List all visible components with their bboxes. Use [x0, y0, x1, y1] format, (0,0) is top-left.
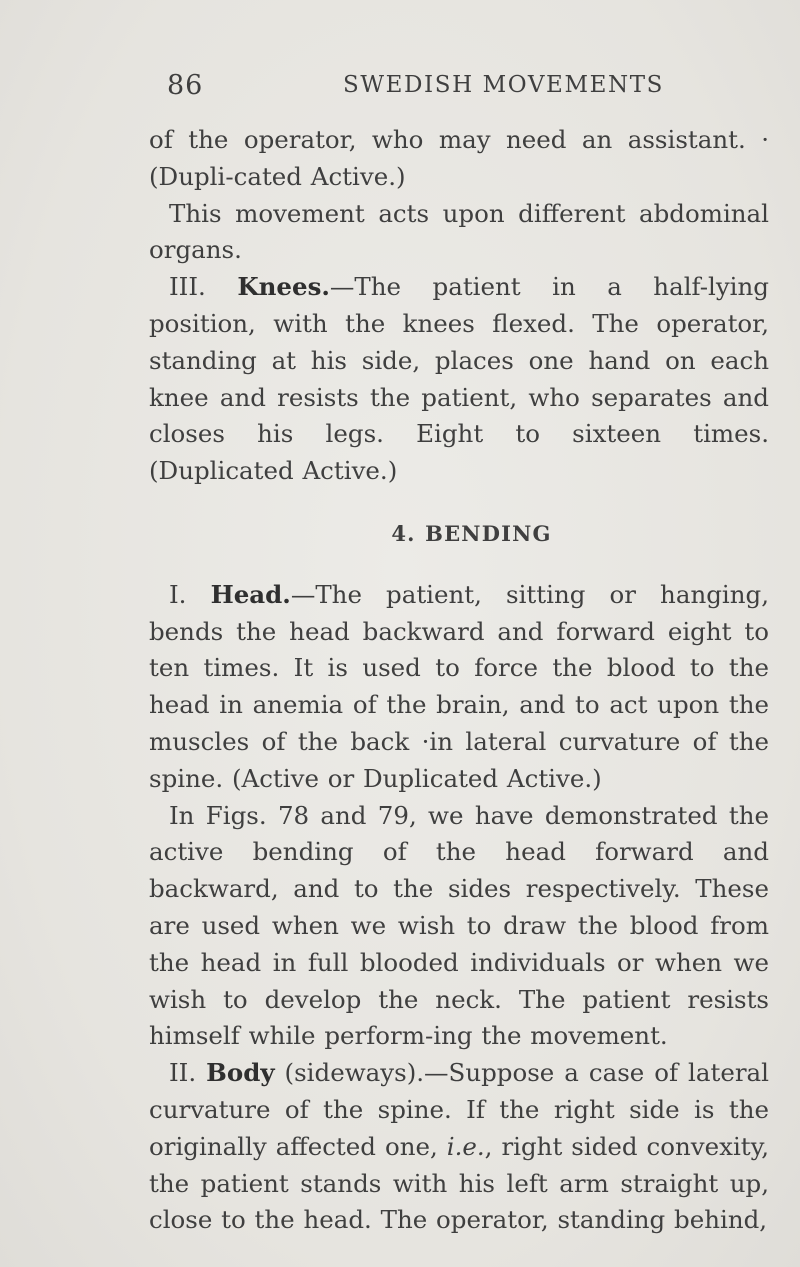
item-term: Knees. — [237, 272, 330, 302]
item-description: —The patient in a half-lying position, with the knees flexed. The operator, standing at his side, places one hand on each knee and resists the patient, who separates and closes his legs. Eight to sixteen times. (Duplicated Active.) — [149, 272, 769, 486]
paragraph-figures: In Figs. 78 and 79, we have demonstrated the active bending of the head forward and backward, and to the sides respectively. These are used when we wish to draw the blood from the head in full blooded individuals or when we wish to develop the neck. The patient resists himself while perform-ing the movement. — [149, 800, 769, 1051]
page-header — [150, 66, 770, 106]
item-number: I. — [169, 579, 211, 609]
item-description-cont: , right sided convexity, the patient stands with his left arm straight up, close to the head. The operator, standing behind, — [149, 1131, 770, 1235]
paragraph-continued: of the operator, who may need an assistant. · (Dupli-cated Active.) — [149, 125, 769, 191]
item-description: (sideways).—Suppose a case of lateral curvature of the spine. If the right side is the originally affected one, — [149, 1058, 769, 1161]
italic-abbrev: i.e. — [446, 1131, 485, 1161]
paragraph-head — [149, 577, 769, 798]
item-term: Head. — [210, 579, 291, 609]
page-body — [149, 122, 769, 1239]
paragraph-knees — [149, 269, 769, 490]
page-number: 86 — [167, 70, 204, 101]
paragraph-body — [149, 1055, 769, 1239]
item-number: III. — [169, 272, 238, 302]
running-title: SWEDISH MOVEMENTS — [343, 72, 665, 98]
item-description: —The patient, sitting or hanging, bends the head backward and forward eight to ten times. It is used to force the blood to the head in anemia of the brain, and to act upon the muscles of the back ·in lateral curvature of the spine. (Active or Duplicated Active.) — [149, 579, 769, 793]
section-heading: 4. BENDING — [391, 520, 552, 546]
item-term: Body — [206, 1058, 275, 1088]
item-number: II. — [169, 1058, 207, 1088]
paragraph-abdominal: This movement acts upon different abdominal organs. — [149, 198, 769, 265]
